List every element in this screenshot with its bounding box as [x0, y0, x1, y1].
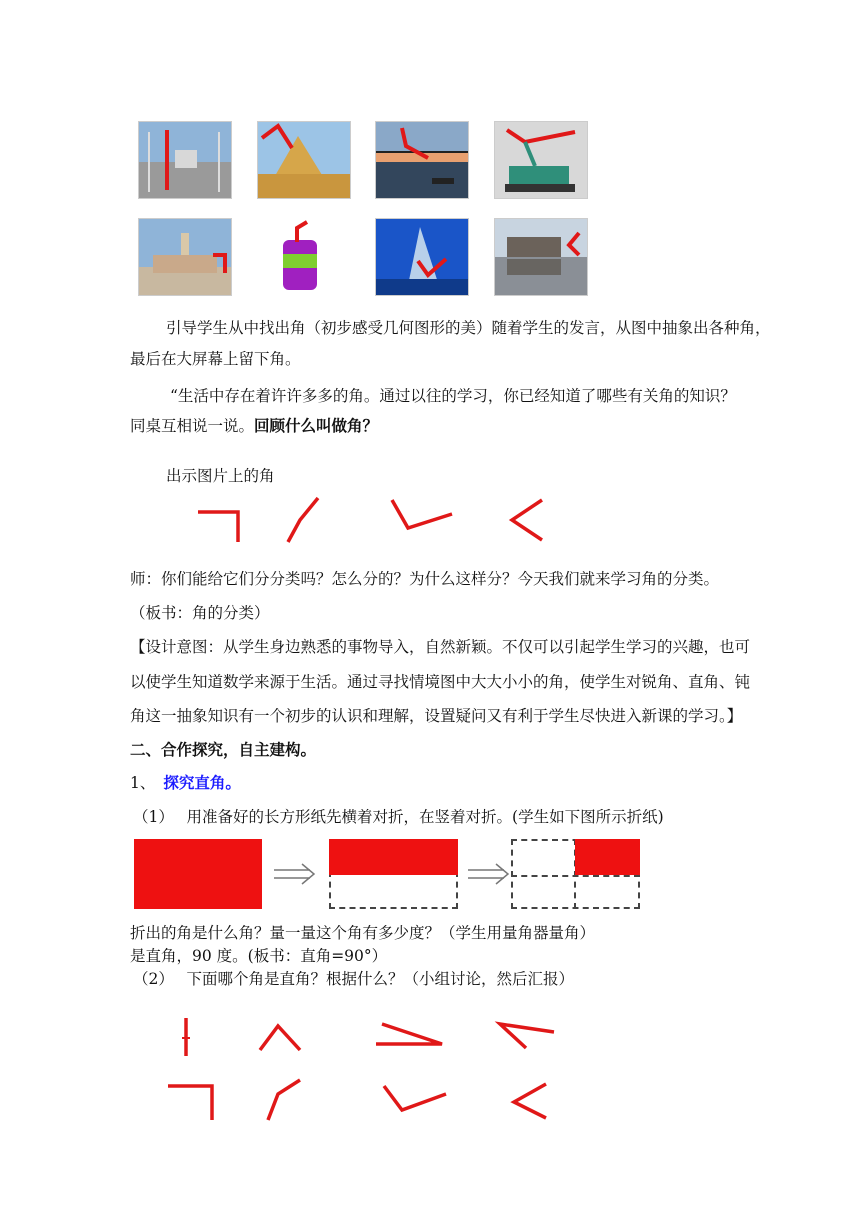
design-intent-line: 角这一抽象知识有一个初步的认识和理解，设置疑问又有利于学生尽快进入新课的学习。】 [130, 707, 743, 725]
angles-row [180, 490, 580, 550]
item-heading [130, 772, 241, 794]
acute-angle-shape [500, 1024, 554, 1048]
arrow-icon [466, 862, 510, 886]
paragraph-line: “生活中存在着许许多多的角。通过以往的学习，你已经知道了哪些有关角的知识？ [170, 387, 736, 405]
acute-angle-shape [514, 1084, 546, 1118]
obtuse-angle-shape [384, 1086, 446, 1110]
folded-quarter-red [575, 839, 640, 875]
building-reflection-photo [494, 218, 588, 296]
glass-tower-photo [375, 218, 469, 296]
item-number: 1、 [130, 774, 156, 792]
acute-angle-shape [512, 500, 542, 540]
paragraph-line [130, 415, 378, 437]
paragraph-line: 最后在大屏幕上留下角。 [130, 350, 301, 368]
crane-machine-photo [494, 121, 588, 199]
section-heading: 二、合作探究，自主建构。 [130, 740, 317, 759]
step-text: （2） 下面哪个角是直角？根据什么？（小组讨论，然后汇报） [133, 970, 575, 988]
design-intent-line: 【设计意图：从学生身边熟悉的事物导入，自然新颖。不仅可以引起学生学习的兴趣，也可 [130, 638, 751, 656]
question-bold: 回顾什么叫做角？ [254, 416, 379, 435]
design-intent-line: 以使学生知道数学来源于生活。通过寻找情境图中大大小小的角，使学生对锐角、直角、钝 [130, 673, 751, 691]
question-text: 折出的角是什么角？量一量这个角有多少度？（学生用量角器量角） [130, 924, 596, 942]
paper-rectangle [134, 839, 262, 909]
show-angles-label: 出示图片上的角 [166, 467, 275, 485]
teacher-question: 师：你们能给它们分分类吗？怎么分的？为什么这样分？今天我们就来学习角的分类。 [130, 570, 720, 588]
obtuse-angle-shape [392, 500, 452, 528]
board-note: （板书：角的分类） [130, 604, 270, 622]
item-title: 探究直角。 [163, 773, 241, 792]
right-angle-shape [198, 512, 238, 542]
folded-half-red [329, 839, 458, 875]
acute-angle-shape [260, 1026, 300, 1050]
pyramid-sphinx-photo [257, 121, 351, 199]
arrow-icon [272, 862, 316, 886]
right-angle-shape [168, 1086, 212, 1120]
acute-angle-shape [376, 1024, 442, 1044]
step-text: （1） 用准备好的长方形纸先横着对折，在竖着对折。(学生如下图所示折纸) [133, 808, 664, 826]
answer-text: 是直角，90 度。(板书：直角=90°） [130, 947, 388, 965]
can-photo [257, 218, 349, 294]
paragraph-line: 引导学生从中找出角（初步感受几何图形的美）随着学生的发言，从图中抽象出各种角， [166, 319, 771, 337]
obtuse-angle-shape [288, 498, 318, 542]
obtuse-angle-shape [268, 1080, 300, 1120]
angles-grid [150, 1010, 590, 1128]
paragraph-text: 同桌互相说一说。 [130, 417, 255, 435]
monument-photo [138, 218, 232, 296]
bridge-sunset-photo [375, 121, 469, 199]
city-street-photo [138, 121, 232, 199]
